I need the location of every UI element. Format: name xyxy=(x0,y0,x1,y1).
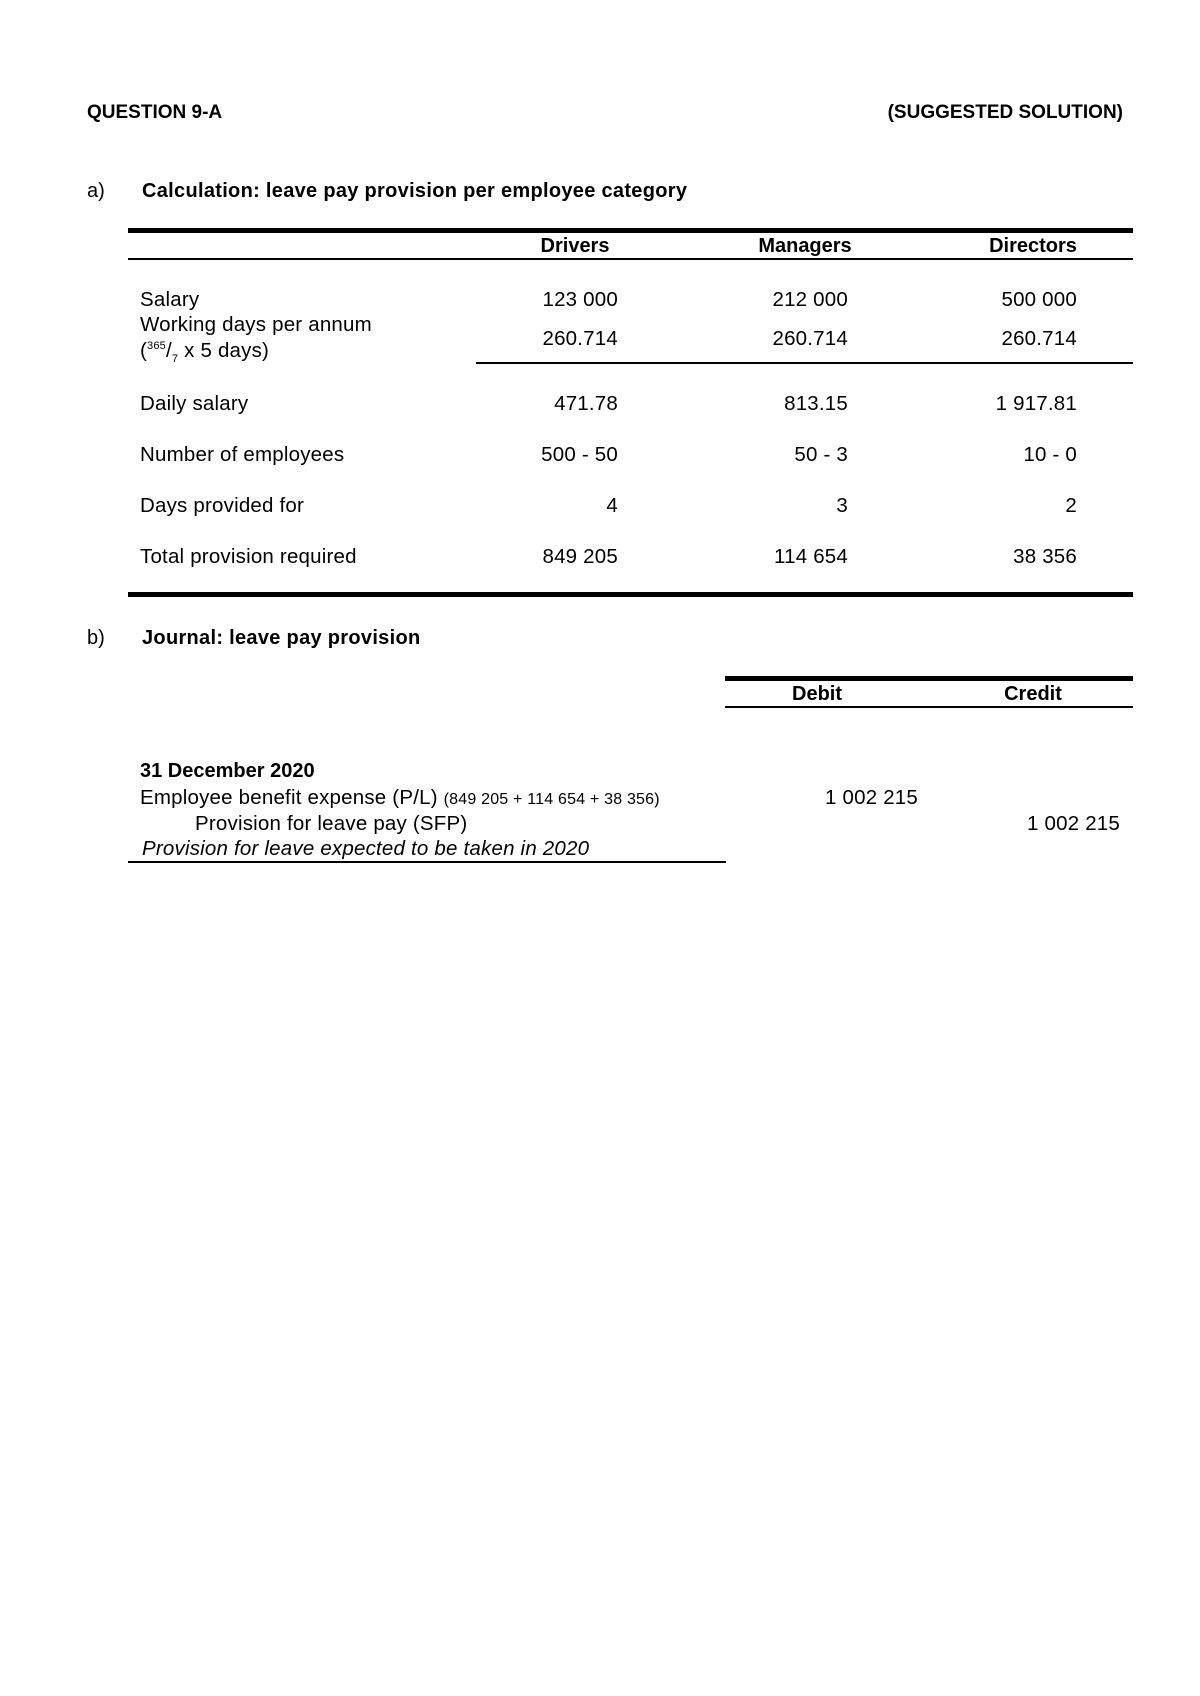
cell-employees-drivers: 500 - 50 xyxy=(541,443,618,466)
col-header-directors: Directors xyxy=(989,235,1077,257)
col-header-drivers: Drivers xyxy=(540,235,610,257)
cell-daily-drivers: 471.78 xyxy=(554,392,618,415)
row-label-working-days: Working days per annum xyxy=(140,313,372,336)
part-b-title: Journal: leave pay provision xyxy=(142,627,421,649)
debit-amount: 1 002 215 xyxy=(825,786,918,809)
cell-salary-directors: 500 000 xyxy=(1001,288,1077,311)
col-header-debit: Debit xyxy=(792,683,842,705)
credit-amount: 1 002 215 xyxy=(1027,812,1120,835)
journal-debit-account xyxy=(140,786,660,810)
cell-salary-drivers: 123 000 xyxy=(542,288,618,311)
part-b-letter: b) xyxy=(87,627,105,649)
cell-workdays-drivers: 260.714 xyxy=(542,327,618,350)
row-label-total-provision: Total provision required xyxy=(140,545,357,568)
table-top-rule xyxy=(128,228,1133,233)
row-label-num-employees: Number of employees xyxy=(140,443,345,466)
cell-workdays-managers: 260.714 xyxy=(772,327,848,350)
subtotal-rule xyxy=(476,362,1133,364)
question-title: QUESTION 9-A xyxy=(87,102,223,123)
cell-total-directors: 38 356 xyxy=(1013,545,1077,568)
row-label-daily-salary: Daily salary xyxy=(140,392,249,415)
cell-employees-managers: 50 - 3 xyxy=(794,443,848,466)
cell-total-managers: 114 654 xyxy=(774,545,848,568)
row-label-working-days-formula: ($^{365}/_7$ x 5 days) xyxy=(140,339,270,366)
journal-narration: Provision for leave expected to be taken in 2020 xyxy=(142,837,590,860)
solution-label: (SUGGESTED SOLUTION) xyxy=(887,102,1123,123)
cell-days-managers: 3 xyxy=(836,494,848,517)
cell-daily-managers: 813.15 xyxy=(784,392,848,415)
row-label-days-provided: Days provided for xyxy=(140,494,305,517)
debit-account-name: Employee benefit expense (P/L) xyxy=(140,786,438,809)
cell-workdays-directors: 260.714 xyxy=(1001,327,1077,350)
row-label-salary: Salary xyxy=(140,288,200,311)
col-header-managers: Managers xyxy=(758,235,852,257)
formula-numerator: 365 xyxy=(147,340,166,353)
debit-calculation: (849 205 + 114 654 + 38 356) xyxy=(443,791,660,808)
cell-salary-managers: 212 000 xyxy=(772,288,848,311)
formula-denominator: 7 xyxy=(171,353,179,366)
journal-header-underline xyxy=(725,706,1133,708)
formula-rest: x 5 days) xyxy=(178,339,270,362)
cell-days-drivers: 4 xyxy=(606,494,618,517)
part-a-title: Calculation: leave pay provision per employee category xyxy=(142,180,688,202)
table-bottom-rule xyxy=(128,592,1133,597)
journal-date: 31 December 2020 xyxy=(140,760,315,782)
journal-credit-account: Provision for leave pay (SFP) xyxy=(195,812,468,835)
cell-days-directors: 2 xyxy=(1065,494,1077,517)
cell-employees-directors: 10 - 0 xyxy=(1023,443,1077,466)
part-a-letter: a) xyxy=(87,180,105,202)
narration-underline xyxy=(128,861,726,863)
cell-daily-directors: 1 917.81 xyxy=(995,392,1077,415)
cell-total-drivers: 849 205 xyxy=(542,545,618,568)
header-underline xyxy=(128,258,1133,260)
col-header-credit: Credit xyxy=(1004,683,1062,705)
journal-top-rule xyxy=(725,676,1133,681)
